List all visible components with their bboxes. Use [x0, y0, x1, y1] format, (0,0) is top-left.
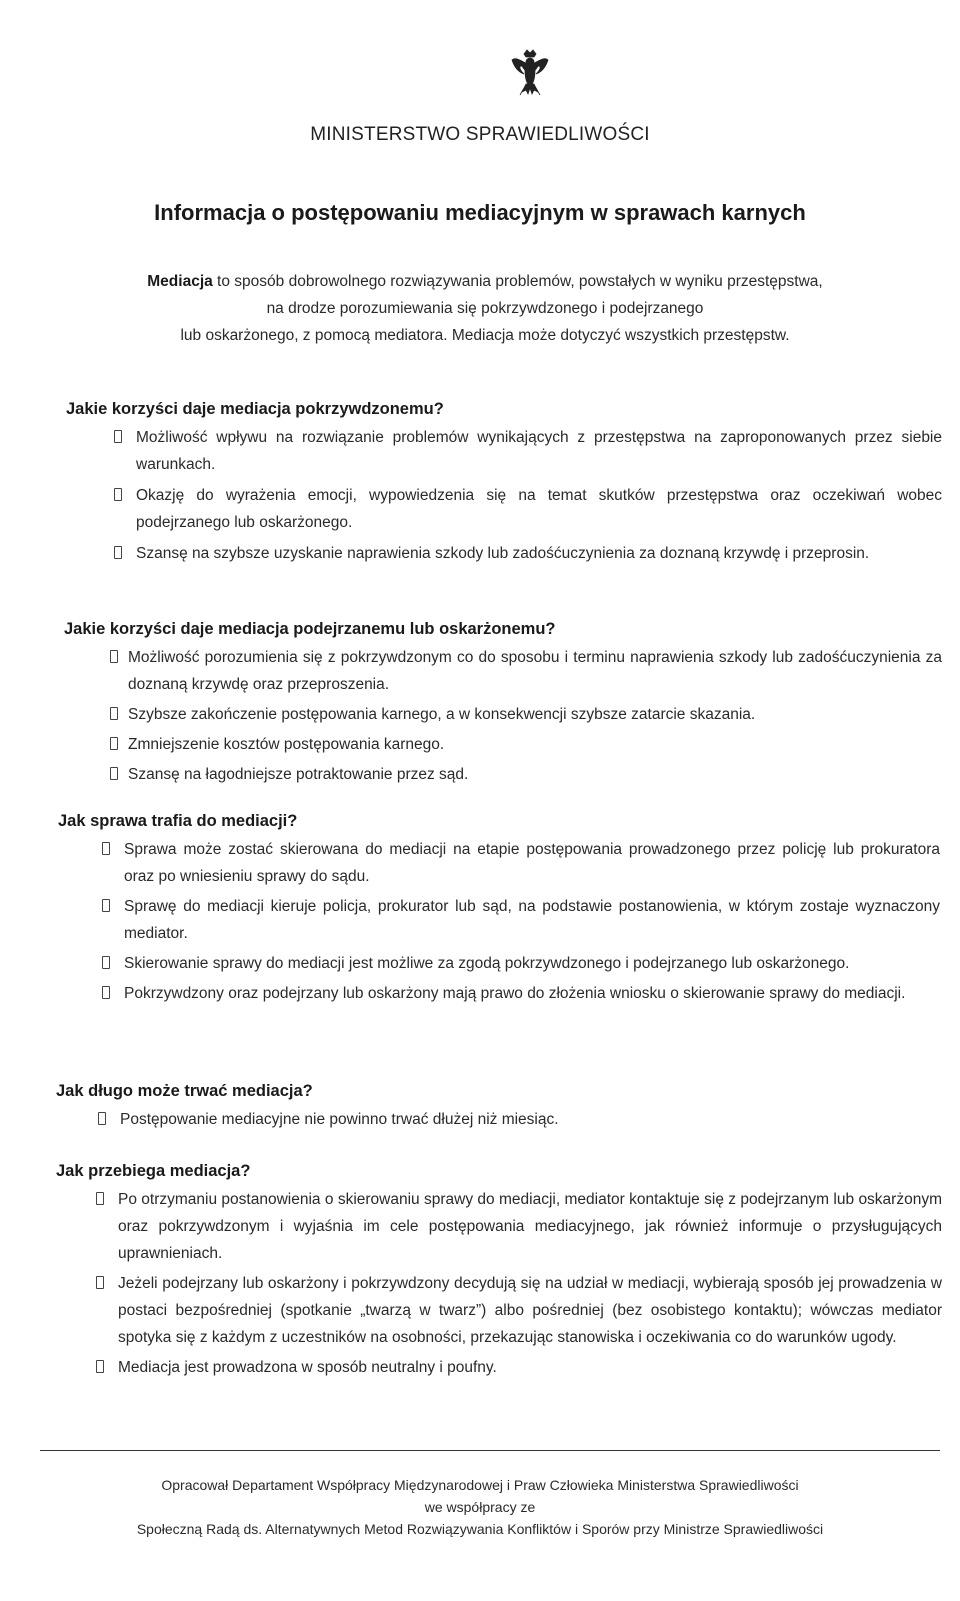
- list-item-text: Jeżeli podejrzany lub oskarżony i pokrzywdzony decydują się na udział w mediacji, wybierają sposób jej prowadzenia w postaci bezpośredniej (spotkanie „twarzą w twarz”) albo pośredniej (bez osobistego kontaktu); wówczas mediator spotyka się z każdym z uczestników na osobności, przekazując stanowiska i oczekiwania co do warunków ugody.: [118, 1275, 942, 1346]
- checkbox-bullet-icon: [114, 546, 122, 559]
- checkbox-bullet-icon: [102, 956, 110, 969]
- list-item-text: Postępowanie mediacyjne nie powinno trwać dłużej niż miesiąc.: [120, 1111, 559, 1128]
- list-item: [58, 980, 940, 1007]
- list-item-text: Sprawa może zostać skierowana do mediacji na etapie postępowania prowadzonego przez policję lub prokuratora oraz po wniesieniu sprawy do sądu.: [124, 841, 940, 885]
- section-heading: Jakie korzyści daje mediacja pokrzywdzonemu?: [66, 400, 444, 418]
- section-how-case-goes-to-mediation: [58, 810, 940, 1010]
- list-item: [66, 540, 942, 567]
- checkbox-bullet-icon: [102, 899, 110, 912]
- footer-divider: [40, 1450, 940, 1451]
- list-item: [56, 1186, 942, 1267]
- bullet-list: [56, 1106, 940, 1133]
- list-item: [64, 644, 942, 698]
- list-item-text: Sprawę do mediacji kieruje policja, prokurator lub sąd, na podstawie postanowienia, w którym zostaje wyznaczony mediator.: [124, 898, 940, 942]
- intro-line-1: [60, 268, 910, 295]
- section-heading: Jak sprawa trafia do mediacji?: [58, 812, 298, 830]
- list-item-text: Zmniejszenie kosztów postępowania karnego.: [128, 736, 445, 753]
- list-item: [66, 482, 942, 536]
- bullet-list: [56, 1186, 942, 1381]
- section-mediation-process: [56, 1160, 942, 1384]
- section-benefits-victim: [66, 398, 942, 571]
- footer-line-1: Opracował Departament Współpracy Międzynarodowej i Praw Człowieka Ministerstwa Sprawiedliwości: [161, 1477, 799, 1493]
- checkbox-bullet-icon: [110, 767, 118, 780]
- list-item: [58, 893, 940, 947]
- page-title: Informacja o postępowaniu mediacyjnym w sprawach karnych: [154, 200, 806, 225]
- list-item-text: Szansę na łagodniejsze potraktowanie przez sąd.: [128, 766, 469, 783]
- intro-lead-word: Mediacja: [147, 273, 213, 290]
- footer-line-2: we współpracy ze: [424, 1499, 536, 1515]
- list-item-text: Szansę na szybsze uzyskanie naprawienia szkody lub zadośćuczynienia za doznaną krzywdę i przeprosin.: [136, 545, 870, 562]
- list-item-text: Mediacja jest prowadzona w sposób neutralny i poufny.: [118, 1359, 497, 1376]
- checkbox-bullet-icon: [102, 986, 110, 999]
- polish-eagle-emblem-icon: [510, 48, 550, 96]
- list-item-text: Skierowanie sprawy do mediacji jest możliwe za zgodą pokrzywdzonego i podejrzanego lub oskarżonego.: [124, 955, 850, 972]
- list-item-text: Po otrzymaniu postanowienia o skierowaniu sprawy do mediacji, mediator kontaktuje się z podejrzanym lub oskarżonym oraz pokrzywdzonym i wyjaśnia im cele postępowania mediacyjnego, jak również informuje o przysługujących uprawnieniach.: [118, 1191, 942, 1262]
- checkbox-bullet-icon: [102, 842, 110, 855]
- list-item-text: Okazję do wyrażenia emocji, wypowiedzenia się na temat skutków przestępstwa oraz oczekiwań wobec podejrzanego lub oskarżonego.: [136, 487, 942, 531]
- checkbox-bullet-icon: [110, 737, 118, 750]
- section-heading: Jak długo może trwać mediacja?: [56, 1082, 313, 1100]
- bullet-list: [58, 836, 940, 1007]
- list-item: [58, 950, 940, 977]
- section-heading: Jak przebiega mediacja?: [56, 1162, 251, 1180]
- checkbox-bullet-icon: [110, 650, 118, 663]
- list-item: [56, 1270, 942, 1351]
- checkbox-bullet-icon: [96, 1276, 104, 1289]
- list-item: [64, 731, 942, 758]
- checkbox-bullet-icon: [96, 1192, 104, 1205]
- list-item-text: Szybsze zakończenie postępowania karnego, a w konsekwencji szybsze zatarcie skazania.: [128, 706, 756, 723]
- list-item-text: Możliwość wpływu na rozwiązanie problemów wynikających z przestępstwa na zaproponowanych przez siebie warunkach.: [136, 429, 942, 473]
- section-benefits-suspect: [64, 618, 942, 791]
- section-heading: Jakie korzyści daje mediacja podejrzanemu lub oskarżonemu?: [64, 620, 556, 638]
- bullet-list: [64, 644, 942, 788]
- list-item: [56, 1354, 942, 1381]
- checkbox-bullet-icon: [114, 430, 122, 443]
- section-mediation-duration: [56, 1080, 940, 1133]
- list-item-text: Możliwość porozumienia się z pokrzywdzonym co do sposobu i terminu naprawienia szkody lub zadośćuczynienia za doznaną krzywdę oraz przeproszenia.: [128, 649, 942, 693]
- list-item: [64, 701, 942, 728]
- intro-paragraph: [60, 268, 910, 349]
- list-item-text: Pokrzywdzony oraz podejrzany lub oskarżony mają prawo do złożenia wniosku o skierowanie sprawy do mediacji.: [124, 985, 906, 1002]
- list-item: [64, 761, 942, 788]
- checkbox-bullet-icon: [110, 707, 118, 720]
- ministry-name: MINISTERSTWO SPRAWIEDLIWOŚCI: [310, 124, 650, 145]
- checkbox-bullet-icon: [98, 1112, 106, 1125]
- list-item: [66, 424, 942, 478]
- list-item: [56, 1106, 940, 1133]
- intro-line-2: na drodze porozumiewania się pokrzywdzonego i podejrzanego: [266, 300, 704, 317]
- checkbox-bullet-icon: [96, 1360, 104, 1373]
- intro-line-1-rest: to sposób dobrowolnego rozwiązywania problemów, powstałych w wyniku przestępstwa,: [212, 273, 823, 290]
- bullet-list: [66, 424, 942, 567]
- footer: [20, 1474, 940, 1540]
- intro-line-3: lub oskarżonego, z pomocą mediatora. Mediacja może dotyczyć wszystkich przestępstw.: [180, 327, 790, 344]
- checkbox-bullet-icon: [114, 488, 122, 501]
- footer-line-3: Społeczną Radą ds. Alternatywnych Metod Rozwiązywania Konfliktów i Sporów przy Ministrze Sprawiedliwości: [136, 1521, 824, 1537]
- list-item: [58, 836, 940, 890]
